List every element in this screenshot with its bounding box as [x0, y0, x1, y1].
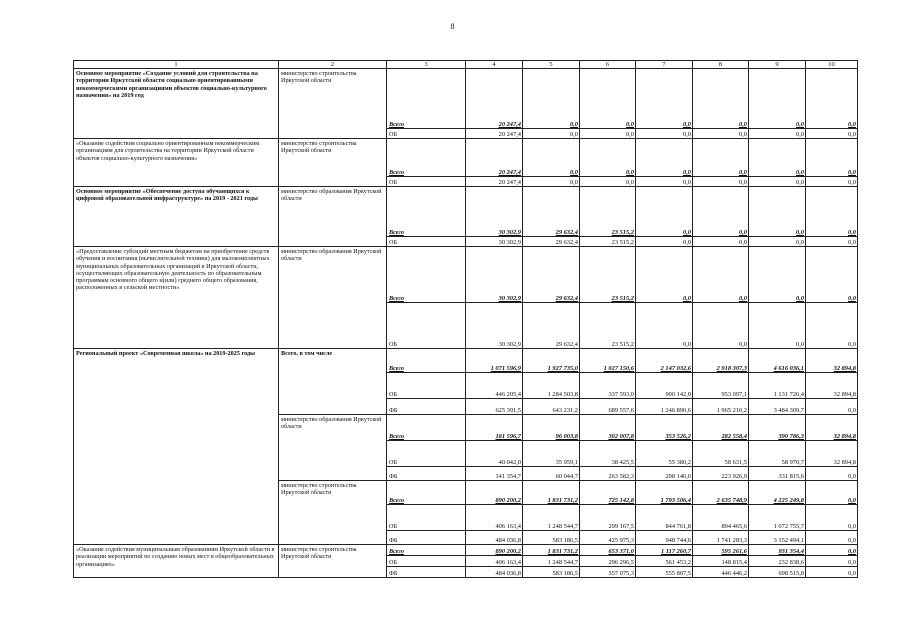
amount-cell: 900 142,0: [636, 373, 693, 399]
amount-cell: 1 071 596,9: [466, 349, 523, 373]
amount-cell: 1 831 731,2: [523, 481, 580, 505]
activity-name: Основное мероприятие «Обеспечение доступа обучающихся к цифровой образовательной инфраструктуре» на 2019 - 2021 годы: [74, 187, 279, 247]
amount-cell: 1 965 210,2: [693, 399, 749, 415]
funding-source: Всего: [387, 247, 466, 303]
amount-cell: 0,0: [523, 129, 580, 139]
amount-cell: 0,0: [806, 237, 858, 247]
funding-source: ОБ: [387, 505, 466, 531]
amount-cell: 1 248 544,7: [523, 556, 580, 567]
amount-cell: 0,0: [749, 237, 806, 247]
amount-cell: 58 970,7: [749, 441, 806, 467]
amount-cell: 337 593,0: [580, 373, 636, 399]
funding-source: Всего: [387, 139, 466, 177]
amount-cell: 32 894,8: [806, 441, 858, 467]
amount-cell: 3 484 309,7: [749, 399, 806, 415]
funding-source: Всего: [387, 545, 466, 556]
amount-cell: 148 815,4: [693, 556, 749, 567]
executor-cell: министерство образования Иркутской области: [279, 247, 387, 349]
amount-cell: 0,0: [806, 467, 858, 481]
executor-cell: министерство строительства Иркутской области: [279, 545, 387, 578]
executor-cell: министерство строительства Иркутской области: [279, 139, 387, 187]
activity-name: «Оказание содействия социально ориентированным некоммерческим организациям для строительства на территории Иркутской области объектов социально-культурного назначения»: [74, 139, 279, 187]
amount-cell: 0,0: [693, 177, 749, 187]
amount-cell: 20 247,4: [466, 177, 523, 187]
funding-source: ОБ: [387, 441, 466, 467]
amount-cell: 29 632,4: [523, 247, 580, 303]
amount-cell: 0,0: [636, 139, 693, 177]
amount-cell: 653 371,0: [580, 545, 636, 556]
funding-source: ФБ: [387, 531, 466, 545]
amount-cell: 0,0: [523, 69, 580, 129]
amount-cell: 0,0: [693, 187, 749, 237]
amount-cell: 55 380,2: [636, 441, 693, 467]
funding-source: ФБ: [387, 567, 466, 578]
amount-cell: 1 131 726,4: [749, 373, 806, 399]
amount-cell: 1 284 503,8: [523, 373, 580, 399]
amount-cell: 948 744,6: [636, 531, 693, 545]
table-row: [74, 247, 858, 303]
column-header-2: 2: [279, 61, 387, 69]
amount-cell: 141 354,7: [466, 467, 523, 481]
executor-cell: министерство образования Иркутской области: [279, 415, 387, 481]
amount-cell: 32 894,8: [806, 349, 858, 373]
funding-source: ФБ: [387, 467, 466, 481]
amount-cell: 0,0: [806, 129, 858, 139]
amount-cell: 406 163,4: [466, 556, 523, 567]
amount-cell: 0,0: [636, 69, 693, 129]
amount-cell: 30 302,9: [466, 303, 523, 349]
amount-cell: 425 975,3: [580, 531, 636, 545]
amount-cell: 625 391,5: [466, 399, 523, 415]
amount-cell: 0,0: [580, 129, 636, 139]
amount-cell: 0,0: [693, 303, 749, 349]
amount-cell: 0,0: [636, 303, 693, 349]
amount-cell: 353 526,2: [636, 415, 693, 441]
amount-cell: 953 097,1: [693, 373, 749, 399]
amount-cell: 96 003,8: [523, 415, 580, 441]
activity-name: Основное мероприятие «Создание условий для строительства на территории Иркутской области социально ориентированными некоммерческими организациями объектов социально-культурного назначения» на 2019 год: [74, 69, 279, 139]
column-header-6: 6: [580, 61, 636, 69]
amount-cell: 0,0: [636, 129, 693, 139]
amount-cell: 0,0: [749, 187, 806, 237]
funding-source: Всего: [387, 415, 466, 441]
funding-source: ОБ: [387, 303, 466, 349]
amount-cell: 23 515,2: [580, 303, 636, 349]
amount-cell: 0,0: [806, 505, 858, 531]
funding-source: ФБ: [387, 399, 466, 415]
amount-cell: 29 632,4: [523, 237, 580, 247]
amount-cell: 30 302,9: [466, 237, 523, 247]
activity-name: Региональный проект «Современная школа» на 2019-2025 годы: [74, 349, 279, 545]
amount-cell: 0,0: [693, 129, 749, 139]
amount-cell: 0,0: [749, 247, 806, 303]
column-header-10: 10: [806, 61, 858, 69]
amount-cell: 0,0: [749, 303, 806, 349]
amount-cell: 4 225 249,8: [749, 481, 806, 505]
amount-cell: 23 515,2: [580, 187, 636, 237]
amount-cell: 1 117 260,7: [636, 545, 693, 556]
funding-source: ОБ: [387, 237, 466, 247]
activity-name: «Предоставление субсидий местным бюджетам на приобретение средств обучения и воспитания (вычислительной техники) для малокомплектных муниципальных образовательных организаций в Иркутской области, осуществляющих образовательную деятельность по образовательным программам основного общего и(или) среднего общего образования, расположенных в сельской местности»: [74, 247, 279, 349]
amount-cell: 35 959,1: [523, 441, 580, 467]
column-header-1: 1: [74, 61, 279, 69]
amount-cell: 0,0: [523, 177, 580, 187]
amount-cell: 1 831 731,2: [523, 545, 580, 556]
amount-cell: 484 036,8: [466, 531, 523, 545]
amount-cell: 0,0: [580, 69, 636, 129]
amount-cell: 446 446,2: [693, 567, 749, 578]
amount-cell: 890 200,2: [466, 481, 523, 505]
amount-cell: 725 142,8: [580, 481, 636, 505]
funding-source: Всего: [387, 481, 466, 505]
amount-cell: 1 793 506,4: [636, 481, 693, 505]
amount-cell: 299 167,5: [580, 505, 636, 531]
funding-source: ОБ: [387, 373, 466, 399]
amount-cell: 446 205,4: [466, 373, 523, 399]
amount-cell: 0,0: [693, 69, 749, 129]
amount-cell: 1 072 755,7: [749, 505, 806, 531]
amount-cell: 32 894,8: [806, 415, 858, 441]
column-header-9: 9: [749, 61, 806, 69]
amount-cell: 1 927 735,0: [523, 349, 580, 373]
amount-cell: 698 515,8: [749, 567, 806, 578]
amount-cell: 20 247,4: [466, 139, 523, 177]
amount-cell: 282 558,4: [693, 415, 749, 441]
amount-cell: 2 635 748,9: [693, 481, 749, 505]
amount-cell: 0,0: [749, 177, 806, 187]
amount-cell: 302 007,8: [580, 415, 636, 441]
amount-cell: 0,0: [693, 247, 749, 303]
amount-cell: 29 632,4: [523, 187, 580, 237]
executor-cell: министерство строительства Иркутской области: [279, 481, 387, 545]
amount-cell: 296 296,5: [580, 556, 636, 567]
amount-cell: 0,0: [806, 177, 858, 187]
amount-cell: 583 186,5: [523, 567, 580, 578]
amount-cell: 0,0: [806, 187, 858, 237]
amount-cell: 60 044,7: [523, 467, 580, 481]
amount-cell: 0,0: [580, 177, 636, 187]
amount-cell: 0,0: [749, 139, 806, 177]
funding-source: ОБ: [387, 177, 466, 187]
amount-cell: 0,0: [806, 247, 858, 303]
amount-cell: 0,0: [636, 187, 693, 237]
amount-cell: 0,0: [806, 531, 858, 545]
funding-source: ОБ: [387, 556, 466, 567]
funding-source: Всего: [387, 69, 466, 129]
amount-cell: 0,0: [806, 69, 858, 129]
amount-cell: 20 247,4: [466, 129, 523, 139]
amount-cell: 0,0: [523, 139, 580, 177]
executor-cell: министерство образования Иркутской области: [279, 187, 387, 247]
amount-cell: 29 632,4: [523, 303, 580, 349]
amount-cell: 1 027 150,6: [580, 349, 636, 373]
amount-cell: 0,0: [806, 556, 858, 567]
amount-cell: 595 261,6: [693, 545, 749, 556]
amount-cell: 331 815,6: [749, 467, 806, 481]
amount-cell: 0,0: [693, 237, 749, 247]
amount-cell: 0,0: [636, 177, 693, 187]
amount-cell: 583 186,5: [523, 531, 580, 545]
amount-cell: 23 515,2: [580, 247, 636, 303]
amount-cell: 390 786,3: [749, 415, 806, 441]
amount-cell: 30 302,9: [466, 247, 523, 303]
funding-source: Всего: [387, 187, 466, 237]
amount-cell: 0,0: [806, 545, 858, 556]
amount-cell: 1 248 544,7: [523, 505, 580, 531]
amount-cell: 561 453,2: [636, 556, 693, 567]
activity-name: «Оказание содействия муниципальным образованиям Иркутской области в реализации мероприятий по созданию новых мест в общеобразовательных организациях»: [74, 545, 279, 578]
amount-cell: 32 894,8: [806, 373, 858, 399]
table-row: [74, 69, 858, 129]
amount-cell: 0,0: [749, 69, 806, 129]
column-header-5: 5: [523, 61, 580, 69]
amount-cell: 298 146,0: [636, 467, 693, 481]
amount-cell: 0,0: [806, 303, 858, 349]
amount-cell: 357 075,3: [580, 567, 636, 578]
amount-cell: 931 354,4: [749, 545, 806, 556]
table-row: [74, 349, 858, 373]
executor-cell: министерство строительства Иркутской области: [279, 69, 387, 139]
budget-table: [73, 60, 858, 578]
amount-cell: 0,0: [806, 399, 858, 415]
amount-cell: 181 596,7: [466, 415, 523, 441]
amount-cell: 2 918 307,3: [693, 349, 749, 373]
amount-cell: 484 036,8: [466, 567, 523, 578]
column-header-7: 7: [636, 61, 693, 69]
column-header-4: 4: [466, 61, 523, 69]
amount-cell: 0,0: [636, 237, 693, 247]
amount-cell: 0,0: [580, 139, 636, 177]
column-header-3: 3: [387, 61, 466, 69]
table-row: [74, 545, 858, 556]
amount-cell: 30 302,9: [466, 187, 523, 237]
amount-cell: 4 616 036,1: [749, 349, 806, 373]
amount-cell: 263 582,3: [580, 467, 636, 481]
table-row: [74, 187, 858, 237]
amount-cell: 555 807,5: [636, 567, 693, 578]
column-header-8: 8: [693, 61, 749, 69]
amount-cell: 58 631,5: [693, 441, 749, 467]
amount-cell: 406 163,4: [466, 505, 523, 531]
table-row: [74, 139, 858, 177]
amount-cell: 890 200,2: [466, 545, 523, 556]
amount-cell: 0,0: [693, 139, 749, 177]
funding-source: Всего: [387, 349, 466, 373]
amount-cell: 2 147 032,6: [636, 349, 693, 373]
amount-cell: 643 231,2: [523, 399, 580, 415]
amount-cell: 844 761,8: [636, 505, 693, 531]
amount-cell: 0,0: [806, 481, 858, 505]
amount-cell: 232 838,6: [749, 556, 806, 567]
amount-cell: 689 557,6: [580, 399, 636, 415]
amount-cell: 1 246 890,6: [636, 399, 693, 415]
amount-cell: 3 152 494,1: [749, 531, 806, 545]
amount-cell: 38 425,5: [580, 441, 636, 467]
amount-cell: 0,0: [749, 129, 806, 139]
amount-cell: 0,0: [636, 247, 693, 303]
amount-cell: 40 042,0: [466, 441, 523, 467]
amount-cell: 0,0: [806, 567, 858, 578]
amount-cell: 1 741 283,3: [693, 531, 749, 545]
amount-cell: 0,0: [806, 139, 858, 177]
funding-source: ОБ: [387, 129, 466, 139]
executor-cell: Всего, в том числе: [279, 349, 387, 415]
amount-cell: 894 465,6: [693, 505, 749, 531]
amount-cell: 23 515,2: [580, 237, 636, 247]
amount-cell: 20 247,4: [466, 69, 523, 129]
page-number: 8: [450, 22, 455, 31]
amount-cell: 223 926,9: [693, 467, 749, 481]
header-row: [74, 61, 858, 69]
